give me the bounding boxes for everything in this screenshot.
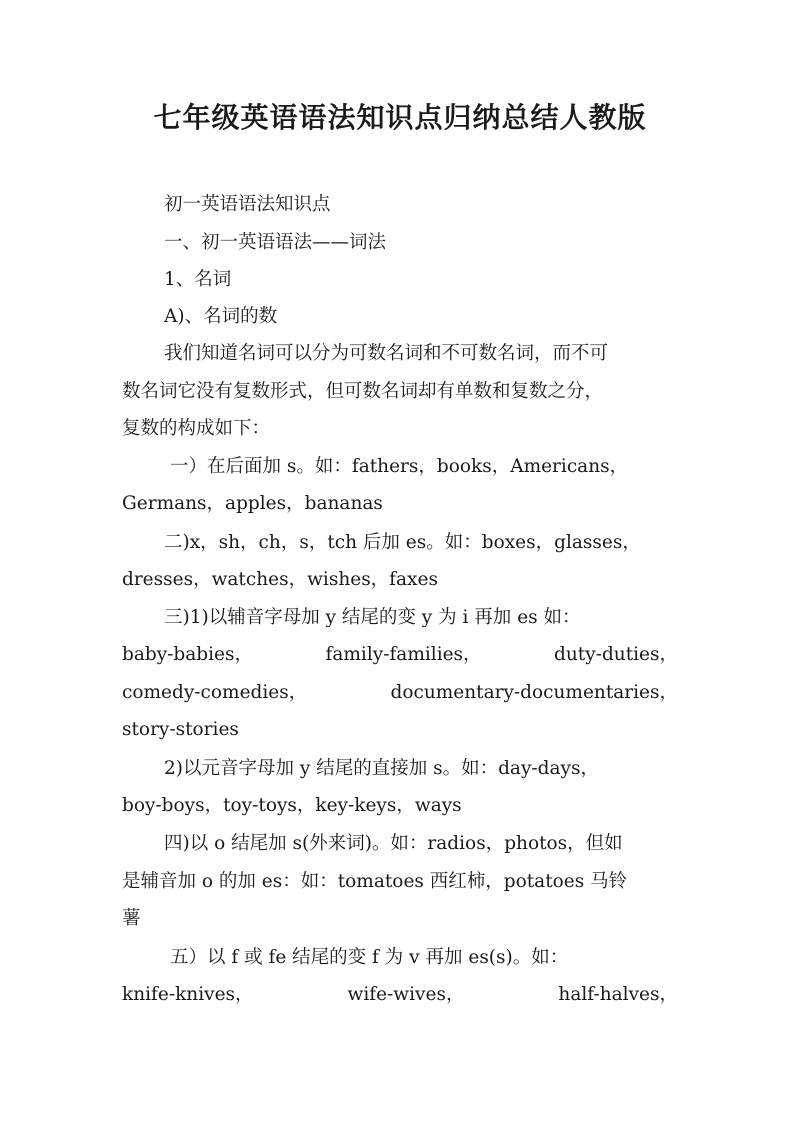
paragraph-line: 数名词它没有复数形式，但可数名词却有单数和复数之分， <box>122 381 604 402</box>
example-word: comedy-comedies， <box>122 682 308 703</box>
section-heading: 初一英语语法知识点 <box>164 194 331 215</box>
paragraph-line <box>122 680 678 706</box>
paragraph-line: 三)1)以辅音字母加 y 结尾的变 y 为 i 再加 es 如： <box>164 607 581 628</box>
paragraph-line: 复数的构成如下： <box>122 418 271 439</box>
paragraph-line: boy-boys，toy-toys，key-keys，ways <box>122 795 462 816</box>
paragraph-line: dresses，watches，wishes，faxes <box>122 569 438 590</box>
paragraph-line <box>122 982 678 1008</box>
paragraph-line <box>122 642 678 668</box>
section-heading: A)、名词的数 <box>164 306 278 327</box>
paragraph-line: 二)x，sh，ch，s，tch 后加 es。如：boxes，glasses， <box>164 532 641 553</box>
section-heading: 一、初一英语语法——词法 <box>164 232 387 253</box>
paragraph-line: 一）在后面加 s。如：fathers，books，Americans， <box>170 456 629 477</box>
example-word: duty-duties， <box>554 644 678 665</box>
example-word: knife-knives， <box>122 984 254 1005</box>
example-word: documentary-documentaries， <box>390 682 678 703</box>
paragraph-line: Germans，apples，bananas <box>122 493 383 514</box>
example-word: baby-babies， <box>122 644 253 665</box>
paragraph-line: 五）以 f 或 fe 结尾的变 f 为 v 再加 es(s)。如： <box>170 947 569 968</box>
example-word: wife-wives， <box>347 984 465 1005</box>
paragraph-line: 薯 <box>122 908 141 929</box>
paragraph-line: 四)以 o 结尾加 s(外来词)。如：radios，photos，但如 <box>164 833 623 854</box>
example-word: half-halves， <box>558 984 678 1005</box>
example-word: family-families， <box>325 644 482 665</box>
document-title: 七年级英语语法知识点归纳总结人教版 <box>153 101 647 134</box>
paragraph-line: 是辅音加 o 的加 es：如：tomatoes 西红柿，potatoes 马铃 <box>122 871 628 892</box>
section-heading: 1、名词 <box>164 269 232 290</box>
paragraph-line: 我们知道名词可以分为可数名词和不可数名词，而不可 <box>164 343 609 364</box>
paragraph-line: story-stories <box>122 719 239 740</box>
paragraph-line: 2)以元音字母加 y 结尾的直接加 s。如：day-days， <box>164 758 599 779</box>
